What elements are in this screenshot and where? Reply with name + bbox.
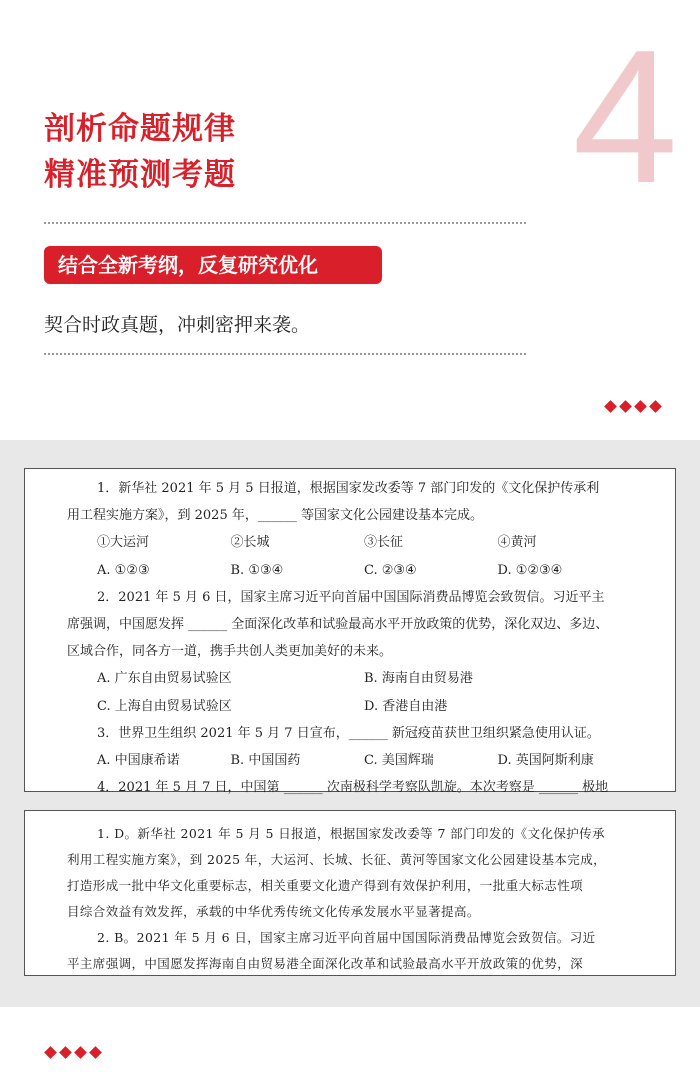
- question-3-line-1: 3．世界卫生组织 2021 年 5 月 7 日宣布，______ 新冠疫苗获世卫组织紧急使用认证。: [97, 725, 600, 741]
- heading-line-1: 剖析命题规律: [44, 111, 236, 147]
- question-2-options-row-2: [67, 693, 631, 720]
- answer-2-line-1: 2. B。2021 年 5 月 6 日，国家主席习近平向首届中国国际消费品博览会致贺信。习近: [97, 930, 596, 945]
- answer-1-line-1: 1. D。新华社 2021 年 5 月 5 日报道，根据国家发改委等 7 部门印发的《文化保护传承: [97, 826, 605, 841]
- diamond-icon: [89, 1046, 102, 1059]
- promo-heading: [44, 106, 236, 198]
- question-2-line-3: 区域合作，同各方一道，携手共创人类更加美好的未来。: [67, 644, 393, 660]
- diamond-icon: [44, 1046, 57, 1059]
- questions-panel: [24, 468, 676, 796]
- q1-option: A. ①②③: [97, 562, 150, 578]
- q2-option: A. 广东自由贸易试验区: [97, 671, 232, 687]
- question-2-options-row-1: [67, 665, 631, 692]
- diamond-icon: [604, 400, 617, 413]
- q1-option: D. ①②③④: [497, 562, 563, 578]
- question-4-line-1: 4．2021 年 5 月 7 日，中国第 ______ 次南极科学考察队凯旋。本次考察是 ______ 极地: [97, 780, 609, 796]
- promo-subtitle: 契合时政真题，冲刺密押来袭。: [44, 314, 311, 336]
- diamond-icon: [59, 1046, 72, 1059]
- diamond-icon: [634, 400, 647, 413]
- q2-option: D. 香港自由港: [364, 698, 448, 714]
- answer-2-line-2: 平主席强调，中国愿发挥海南自由贸易港全面深化改革和试验最高水平开放政策的优势，深: [67, 956, 584, 971]
- question-2-line-2: 席强调，中国愿发挥 ______ 全面深化改革和试验最高水平开放政策的优势，深化双边、多边、: [67, 617, 609, 633]
- q3-option: A. 中国康希诺: [97, 753, 180, 769]
- question-1-options: [67, 557, 631, 584]
- diamond-decoration: [606, 396, 666, 408]
- promo-banner: 结合全新考纲，反复研究优化: [44, 246, 382, 284]
- answer-1-line-4: 目综合效益有效发挥，承载的中华优秀传统文化传承发展水平显著提高。: [67, 904, 480, 919]
- q3-option: B. 中国国药: [230, 753, 301, 769]
- answers-panel: [24, 810, 676, 976]
- answer-1-line-3: 打造形成一批中华文化重要标志，相关重要文化遗产得到有效保护利用，一批重大标志性项: [67, 878, 584, 893]
- dotted-divider: [44, 222, 526, 224]
- q1-item: ①大运河: [97, 535, 150, 551]
- q1-item: ②长城: [230, 535, 270, 551]
- heading-line-2: 精准预测考题: [44, 157, 236, 193]
- q1-option: B. ①③④: [230, 562, 284, 578]
- section-number: 4: [572, 11, 678, 223]
- q2-option: C. 上海自由贸易试验区: [97, 698, 232, 714]
- q1-option: C. ②③④: [364, 562, 417, 578]
- diamond-decoration: [46, 1042, 106, 1054]
- diamond-icon: [619, 400, 632, 413]
- question-1-line-1: 1．新华社 2021 年 5 月 5 日报道，根据国家发改委等 7 部门印发的《文化保护传承利: [97, 481, 600, 496]
- question-1-items: [67, 529, 631, 556]
- dotted-divider: [44, 353, 526, 355]
- diamond-icon: [649, 400, 662, 413]
- q1-item: ③长征: [364, 535, 404, 551]
- q2-option: B. 海南自由贸易港: [364, 671, 473, 687]
- question-3-options: [67, 747, 631, 774]
- q3-option: D. 英国阿斯利康: [497, 753, 594, 769]
- question-2-line-1: 2．2021 年 5 月 6 日，国家主席习近平向首届中国国际消费品博览会致贺信。习近平主: [97, 589, 605, 605]
- promo-section: [0, 0, 700, 440]
- q3-option: C. 美国辉瑞: [364, 753, 434, 769]
- answer-1-line-2: 利用工程实施方案》，到 2025 年，大运河、长城、长征、黄河等国家文化公园建设基本完成，: [67, 852, 607, 867]
- q1-item: ④黄河: [497, 535, 537, 551]
- diamond-icon: [74, 1046, 87, 1059]
- question-1-line-2: 用工程实施方案》，到 2025 年，______ 等国家文化公园建设基本完成。: [67, 508, 483, 524]
